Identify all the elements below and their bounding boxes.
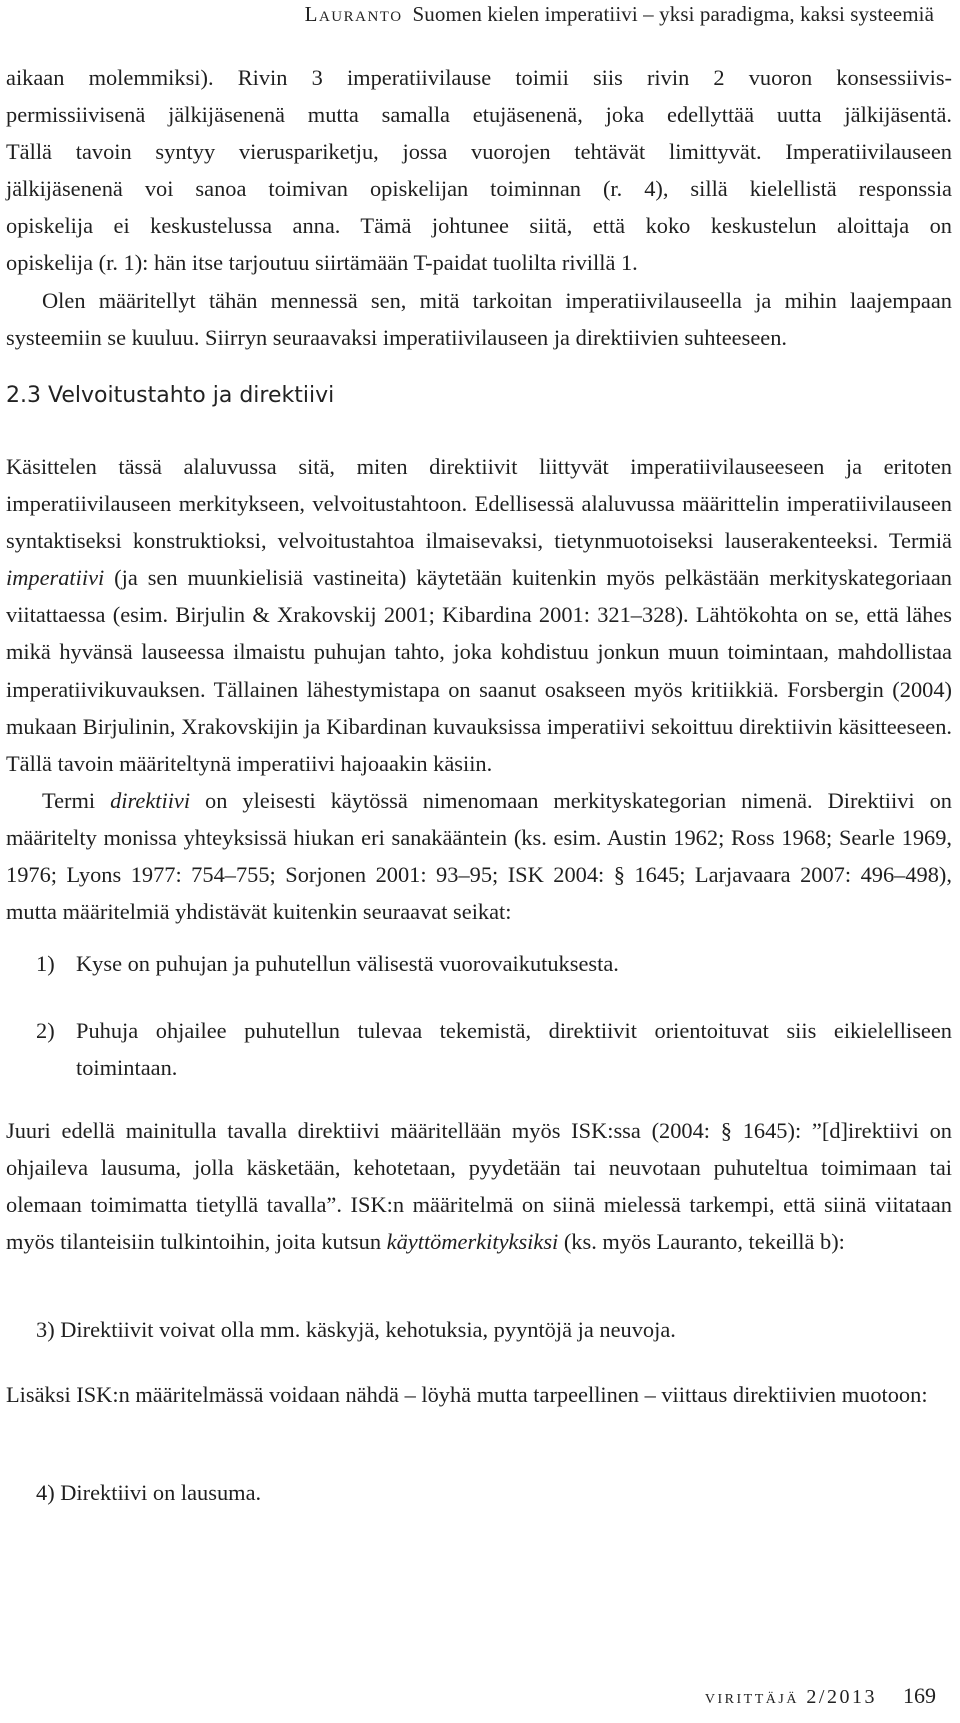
page-footer	[705, 1683, 936, 1709]
term-kayttomerkityksiksi: käyttömerkityksiksi	[386, 1229, 559, 1255]
term-direktiivi: direktiivi	[110, 788, 191, 813]
text-run: (ks. myös Lauranto, tekeillä b):	[558, 1229, 845, 1255]
list-item	[6, 1012, 952, 1086]
text-line: jälkijäsenenä voi sanoa toimivan opiskelijan toiminnan (r. 4), sillä kielellistä responssia	[6, 176, 952, 202]
section-number: 2.3	[6, 383, 41, 408]
page-number: 169	[903, 1683, 936, 1708]
term-imperatiivi: imperatiivi	[6, 565, 105, 591]
text-line: opiskelija (r. 1): hän itse tarjoutuu siirtämään T-paidat tuolilta rivillä 1.	[6, 250, 638, 276]
paragraph-directive-intro	[6, 448, 952, 782]
paragraph-isk-definition	[6, 1112, 952, 1260]
running-header	[305, 2, 934, 27]
numbered-statement: 3) Direktiivit voivat olla mm. käskyjä, kehotuksia, pyyntöjä ja neuvoja.	[36, 1317, 676, 1342]
text-run: Juuri edellä mainitulla tavalla direktiivi määritellään myös ISK:ssa (2004: § 1645): ”[d]irektiivi on ohjaileva lausuma, jolla käsketään, kehotetaan, pyydetään tai neuvotaan puhuteltua toimimaan tai olemaan toimimatta tietyllä tavalla”. ISK:n määritelmä on siinä mielessä tarkempi, että siinä viitataan myös tilanteisiin tulkintoihin, joita kutsun	[6, 1118, 952, 1255]
list-number: 2)	[36, 1018, 55, 1043]
list-number: 1)	[36, 951, 55, 976]
text-run: Termi	[42, 788, 111, 813]
list-item	[6, 945, 952, 982]
text-line: opiskelija ei keskustelussa anna. Tämä johtunee siitä, että koko keskustelun aloittaja on	[6, 213, 952, 239]
text-line: aikaan molemmiksi). Rivin 3 imperatiivilause toimii siis rivin 2 vuoron konsessiivis-	[6, 65, 952, 90]
section-title: Velvoitustahto ja direktiivi	[48, 383, 335, 408]
list-text: Kyse on puhujan ja puhutellun välisestä vuorovaikutuksesta.	[76, 951, 619, 976]
text-run: Käsittelen tässä alaluvussa sitä, miten direktiivit liittyvät imperatiivilauseeseen ja eritoten imperatiivilauseen merkitykseen, velvoitustahtoon. Edellisessä alaluvussa määrittelin imperatiivilauseen syntaktiseksi konstruktioksi, velvoitustahtoa ilmaisevaksi, tietynmuotoiseksi lauserakenteeksi. Termiä	[6, 454, 952, 554]
header-author: Lauranto	[304, 2, 403, 26]
paragraph-imperative-system: Olen määritellyt tähän mennessä sen, mitä tarkoitan imperatiivilauseella ja mihin laajempaan systeemiin se kuuluu. Siirryn seuraavaksi imperatiivilauseen ja direktiivien suhteeseen.	[6, 288, 952, 351]
header-title: Suomen kielen imperatiivi – yksi paradigma, kaksi systeemiä	[412, 2, 934, 26]
text-run: (ja sen muunkielisiä vastineita) käytetään kuitenkin myös pelkästään merkityskategoriaan viitattaessa (esim. Birjulin & Xrakovskij 2001; Kibardina 2001: 321–328). Lähtökohta on se, että lähes mikä hyvänsä lauseessa ilmaistu puhujan tahto, joka kohdistuu jonkun muun toimintaan, mahdollistaa imperatiivikuvauksen. Tällainen lähestymistapa on saanut osakseen myös kritiikkiä. Forsbergin (2004) mukaan Birjulinin, Xrakovskijin ja Kibardinan kuvauksissa imperatiivi sekoittuu direktiivin käsitteeseen. Tällä tavoin määriteltynä imperatiivi hajoaakin käsiin.	[6, 565, 952, 776]
list-text: Puhuja ohjailee puhutellun tulevaa tekemistä, direktiivit orientoituvat siis eikielelliseen toimintaan.	[76, 1018, 952, 1081]
paragraph-directive-term	[6, 782, 952, 930]
text-line: Tällä tavoin syntyy vieruspariketju, jossa vuorojen tehtävät limittyvät. Imperatiivilauseen	[6, 139, 952, 165]
text-line: permissiivisenä jälkijäsenenä mutta samalla etujäsenenä, joka edellyttää uutta jälkijäsentä.	[6, 102, 952, 128]
section-heading	[6, 383, 334, 408]
numbered-statement: 4) Direktiivi on lausuma.	[36, 1480, 262, 1505]
text-run: on yleisesti käytössä nimenomaan merkityskategorian nimenä. Direktiivi on määritelty monissa yhteyksissä hiukan eri sanakääntein (ks. esim. Austin 1962; Ross 1968; Searle 1969, 1976; Lyons 1977: 754–755; Sorjonen 2001: 93–95; ISK 2004: § 1645; Larjavaara 2007: 496–498), mutta määritelmiä yhdistävät kuitenkin seuraavat seikat:	[6, 788, 952, 925]
journal-name: virittäjä 2/2013	[704, 1686, 877, 1708]
paragraph-continuation	[6, 59, 952, 282]
paragraph-isk-form: Lisäksi ISK:n määritelmässä voidaan nähdä – löyhä mutta tarpeellinen – viittaus direktiivien muotoon:	[6, 1382, 928, 1407]
